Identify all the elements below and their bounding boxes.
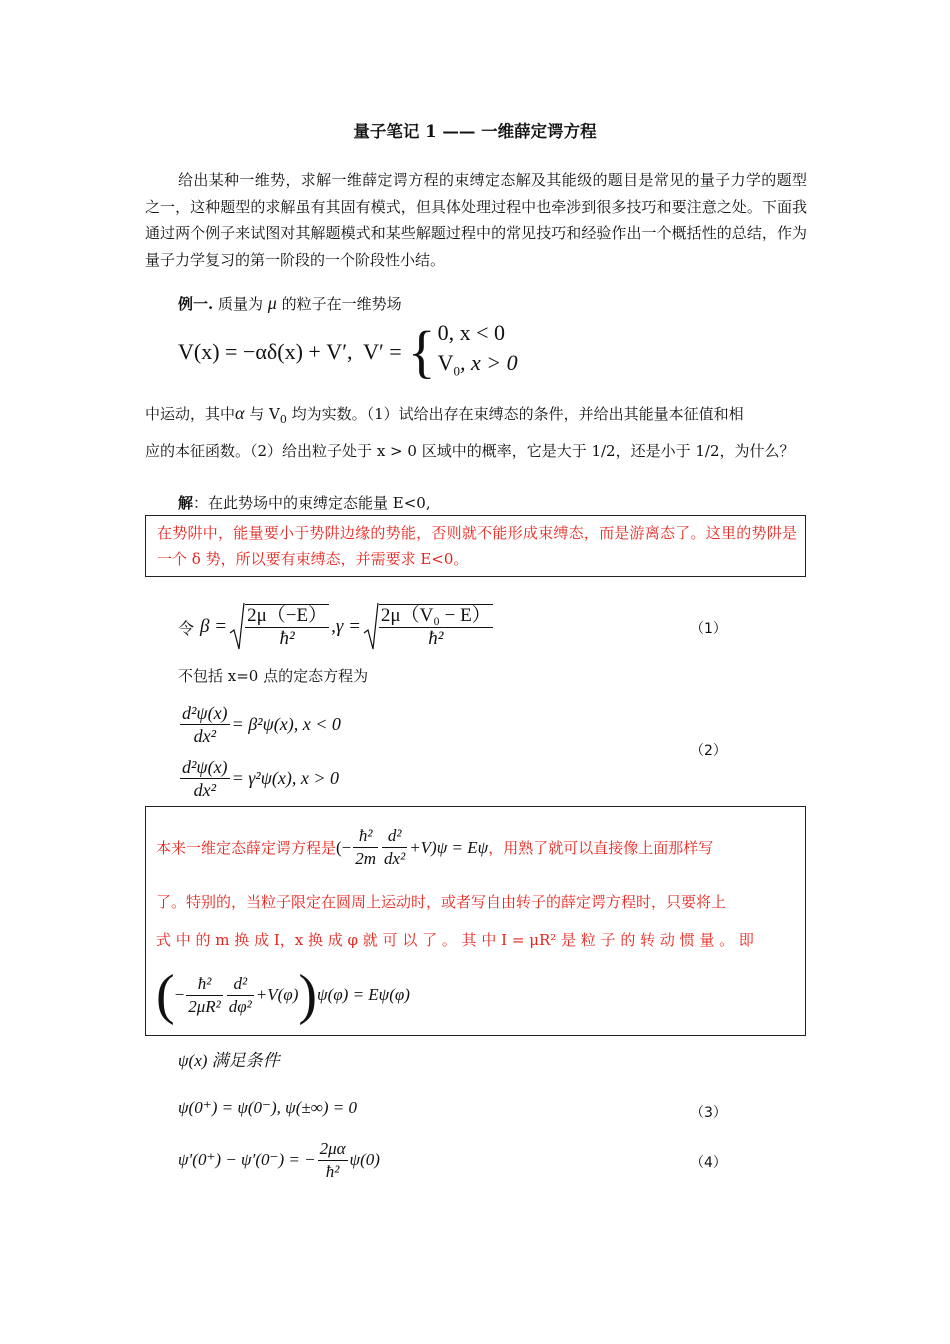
note2-f1-den: 2m [355, 849, 377, 868]
question-line-1 [145, 400, 807, 434]
eq1-beta-frac [245, 604, 329, 650]
q1-sub: 0 [279, 413, 287, 426]
note-2-line-2: 了。特别的，当粒子限定在圆周上运动时，或者写自由转子的薛定谔方程时，只要将上 [156, 893, 727, 911]
rot-frac-2 [227, 973, 254, 1018]
rot-frac-1 [186, 973, 223, 1018]
equation-4 [178, 1132, 380, 1188]
note-1-text: 在势阱中，能量要小于势阱边缘的势能，否则就不能形成束缚态，而是游离态了。这里的势阱是一个 δ 势，所以要有束缚态，并需要求 E<0。 [157, 524, 797, 568]
eq1-gamma-num: 2μ（V₀ − E） [380, 605, 491, 626]
eq2-line-1 [178, 698, 341, 750]
eq2-line-2 [178, 752, 341, 804]
q1-c: 均为实数。（1）试给出存在束缚态的条件，并给出其能量本征值和相 [286, 405, 744, 423]
eq4-number: （4） [690, 1155, 727, 1171]
case-2-v: V [437, 349, 454, 375]
example1-intro [178, 290, 778, 318]
potential-lhs: V(x) = −αδ(x) + V′, V′ = [178, 339, 402, 364]
rot-rest: +V(φ) [255, 985, 299, 1004]
note2-f2-num: d² [382, 825, 407, 848]
case-2 [438, 348, 518, 386]
eq2-line2-den: dx² [193, 779, 216, 800]
intro-paragraph: 给出某种一维势，求解一维薛定谔方程的束缚定态解及其能级的题目是常见的量子力学的题型之一，这种题型的求解虽有其固有模式，但具体处理过程中也牵涉到很多技巧和要注意之处。下面我通过两个例子来试图对其解题模式和某些解题过程中的常见技巧和经验作出一个概括性的总结，作为量子力学复习的第一阶段的一个阶段性小结。 [145, 171, 807, 269]
sqrt-icon [229, 601, 245, 653]
q1-a: 中运动，其中 [145, 405, 236, 423]
eq1-number: （1） [690, 621, 727, 637]
q1-b: 与 V [244, 405, 280, 423]
case-2-rest: , x > 0 [459, 349, 518, 375]
solution-intro [178, 490, 778, 517]
eq2-frac-2 [180, 756, 230, 801]
note2-frac-1 [353, 825, 378, 870]
eq1-gamma-den: ħ² [428, 628, 444, 649]
sqrt-icon [363, 601, 379, 653]
eq4-frac-num: 2μα [318, 1138, 348, 1161]
eq3-number: （3） [690, 1105, 727, 1121]
rot-f2-num: d² [227, 973, 254, 996]
eq2-number: （2） [690, 743, 727, 759]
eq2-line1-rhs: = β²ψ(x), x < 0 [231, 713, 341, 734]
note-2-schrodinger [336, 825, 488, 870]
rot-f2-den: dφ² [228, 996, 252, 1016]
rotor-equation: ( − $\frac{\text{ħ²}}{\text{2μR²}}$ $\frac{\text{d²}}{\text{dφ²}}$ +V(φ) ) ψ(φ) = Eψ(φ) [156, 964, 410, 1026]
note-2-line-3: 式 中 的 m 换 成 I，x 换 成 φ 就 可 以 了 。 其 中 I = μR² 是 粒 子 的 转 动 惯 量 。 即 [156, 931, 754, 949]
eq4-lhs: ψ′(0⁺) − ψ′(0⁻) = − [178, 1150, 316, 1169]
note2-f2-den: dx² [384, 849, 406, 868]
potential-equation [178, 320, 518, 384]
example1-label: 例一. [178, 295, 214, 313]
rot-rhs: ψ(φ) = Eψ(φ) [317, 985, 410, 1004]
rot-f1-num: ħ² [186, 973, 223, 996]
left-paren: ( [156, 964, 175, 1026]
eq1-gamma-frac [379, 604, 493, 650]
eq4-rhs: ψ(0) [349, 1150, 380, 1169]
equation-3: ψ(0⁺) = ψ(0⁻), ψ(±∞) = 0 [178, 1098, 357, 1117]
solution-text: ：在此势场中的束缚定态能量 E<0, [193, 494, 431, 512]
eq2-line2-num: d²ψ(x) [182, 756, 228, 777]
note-box-1 [145, 515, 806, 577]
eq1-beta-den: ħ² [279, 628, 295, 649]
rot-f1-den: 2μR² [188, 996, 221, 1016]
case-1: 0, x < 0 [437, 319, 505, 345]
example1-intro-tail: 的粒子在一维势场 [276, 295, 402, 313]
eq2-line2-rhs: = γ²ψ(x), x > 0 [231, 767, 339, 788]
eq2-line1-den: dx² [193, 725, 216, 746]
note2-f1-num: ħ² [353, 825, 378, 848]
equation-2 [178, 698, 341, 804]
eq2-frac-1 [180, 702, 230, 747]
note-box-2 [145, 806, 806, 1036]
eq1-gamma: ,γ = [331, 616, 361, 637]
note-2-line-1 [156, 825, 796, 870]
mu-symbol: μ [267, 293, 277, 313]
alpha-symbol: α [235, 403, 245, 423]
note-2-part2: ，用熟了就可以直接像上面那样写 [488, 839, 714, 857]
example1-intro-text: 质量为 [213, 295, 268, 313]
case-2-sub: 0 [453, 363, 460, 379]
solution-label: 解 [178, 494, 194, 512]
note2-eq-b: +V)ψ = Eψ [409, 837, 489, 857]
eq2-intro: 不包括 x=0 点的定态方程为 [178, 667, 369, 685]
page-title: 量子笔记 1 —— 一维薛定谔方程 [353, 122, 597, 141]
note2-frac-2 [382, 825, 407, 870]
note2-eq-a: (− [336, 837, 352, 857]
brace: { [407, 319, 436, 384]
eq2-line1-num: d²ψ(x) [182, 702, 228, 723]
equation-1 [178, 598, 495, 656]
eq4-frac [318, 1138, 348, 1183]
note-2-part1: 本来一维定态薛定谔方程是 [156, 839, 337, 857]
eq1-beta-num: 2μ（−E） [247, 605, 328, 626]
eq1-prefix: 令 [178, 618, 195, 638]
right-paren: ) [298, 964, 318, 1026]
potential-cases [438, 318, 518, 386]
eq4-frac-den: ħ² [325, 1161, 340, 1181]
eq1-beta: β = [200, 616, 228, 637]
question-line-2: 应的本征函数。（2）给出粒子处于 x > 0 区域中的概率，它是大于 1/2，还是小于 1/2，为什么？ [145, 442, 795, 460]
cond-intro: ψ(x) 满足条件 [178, 1051, 280, 1070]
